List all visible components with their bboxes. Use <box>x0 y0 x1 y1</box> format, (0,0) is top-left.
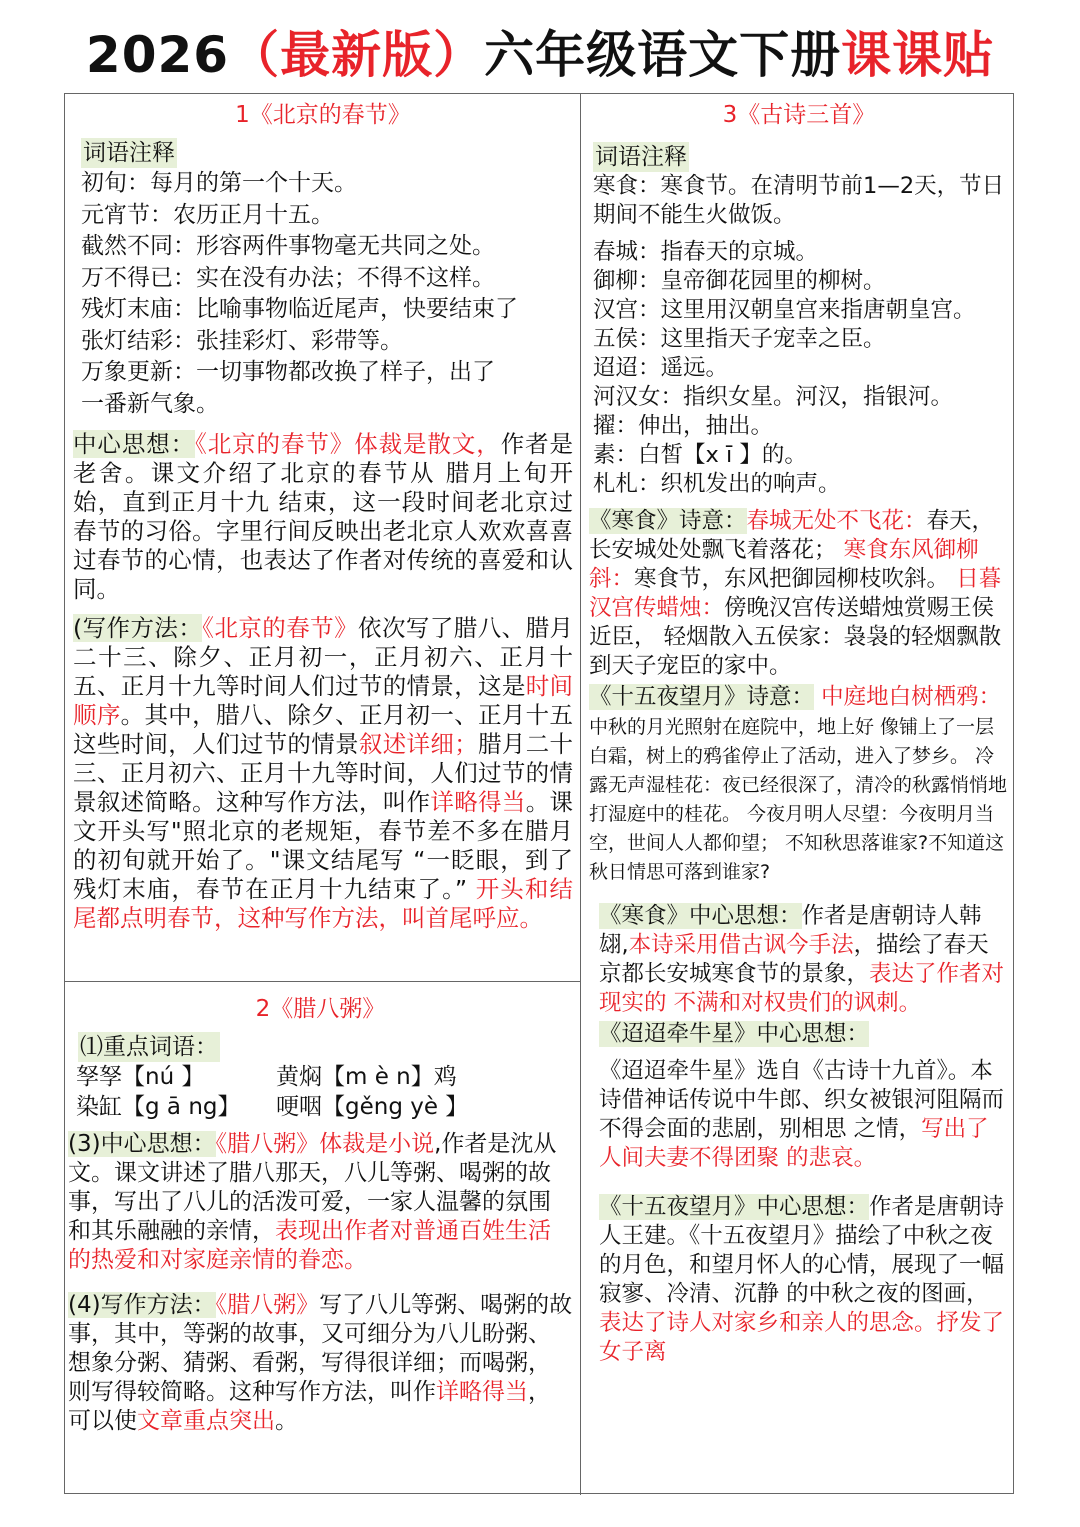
method-text: 腊月二十三、正月初六、正月十九等时间，人们过节的情景叙述简略。这种写作方法，叫作 <box>73 730 574 816</box>
shiwu-meaning-label: 《十五夜望月》诗意： <box>589 684 815 710</box>
title-suffix: 课课贴 <box>841 26 995 84</box>
method-text: 。其中，腊八、除夕、正月初一、正月十五这些时间，人们过节的情景 <box>73 701 574 758</box>
vocab-item: 汉宫：这里用汉朝皇宫来指唐朝皇宫。 <box>593 297 976 323</box>
title-main: 六年级语文下册 <box>484 26 842 84</box>
hanshi-meaning <box>589 507 1009 681</box>
pronunciation-grid <box>76 1062 573 1122</box>
lesson-2-title: 2《腊八粥》 <box>255 996 386 1022</box>
method-highlight: 叙述详细； <box>358 730 478 758</box>
lesson-3-vocab-label: 词语注释 <box>595 144 687 170</box>
key-words-label: ⑴重点词语： <box>80 1034 218 1060</box>
lesson-1-method <box>73 614 573 933</box>
poem-meaning: 春天，长安城处处飘飞着落花； <box>589 508 995 563</box>
hanshi-meaning-label: 《寒食》诗意： <box>589 508 747 534</box>
vocab-item: 素：白皙【x ī 】的。 <box>593 442 807 468</box>
lesson-3-cell <box>589 98 1009 1367</box>
poem-line: 日暮汉宫传蜡烛： <box>589 566 1002 621</box>
vocab-item: 万不得已：实在没有办法；不得不这样。 <box>81 264 495 291</box>
method-highlight: 《腊八粥》 <box>215 1292 320 1318</box>
vocab-item: 一番新气象。 <box>81 390 219 417</box>
title-year: 2026 <box>85 26 230 84</box>
poem-meaning: 寒食节，东风把御园柳枝吹斜。 <box>634 566 950 592</box>
poem-line: 寒食东风御柳斜： <box>589 537 979 592</box>
tiaotiao-theme-label: 《迢迢牵牛星》中心思想： <box>599 1021 870 1047</box>
theme-label: 中心思想： <box>73 430 196 458</box>
pron-item: 染缸【g ā ng】 <box>76 1094 241 1120</box>
vocab-item: 截然不同：形容两件事物毫无共同之处。 <box>81 233 495 259</box>
hanshi-theme <box>599 902 1009 1018</box>
vocab-item: 札札：织机发出的响声。 <box>593 471 841 497</box>
vocab-item: 初旬：每月的第一个十天。 <box>81 170 357 196</box>
lesson-1-theme <box>73 430 573 604</box>
vocab-item: 擢：伸出，抽出。 <box>593 413 774 439</box>
method-highlight: 详略得当 <box>430 788 526 816</box>
method-text: 依次写了腊八、腊月二十三、除夕、正月初一，正月初六、正月十五、正月十九等时间人们过节的情景，这是 <box>73 614 574 700</box>
shiwu-theme-label: 《十五夜望月》中心思想： <box>599 1194 870 1220</box>
pron-item: 哽咽【gěng yè 】 <box>276 1094 469 1120</box>
theme-highlight: 表达了诗人对家乡和亲人的思念。抒发了女子离 <box>599 1310 1005 1365</box>
vocab-item: 河汉女：指织女星。河汉，指银河。 <box>593 384 954 410</box>
theme-text: 作者是唐朝诗人韩翃, <box>599 903 982 958</box>
page-title <box>0 22 1080 88</box>
column-divider <box>580 94 581 1495</box>
poem-line: 春城无处不飞花： <box>746 508 927 534</box>
poem-line: 中庭地白树栖鸦： <box>821 684 1002 710</box>
method-highlight: 开头和结尾都点明春节，这种写作方法，叫首尾呼应。 <box>73 875 574 932</box>
method-text: 。 <box>275 1408 298 1434</box>
shiwu-theme <box>599 1193 1009 1367</box>
vocab-item: 万象更新：一切事物都改换了样子，出了 <box>81 359 495 385</box>
pron-item: 孥孥【nú 】 <box>76 1064 205 1090</box>
shiwu-meaning <box>589 683 1009 886</box>
vocab-item: 迢迢：遥远。 <box>593 355 729 381</box>
tiaotiao-theme <box>599 1020 1009 1173</box>
lesson-2-method <box>68 1291 573 1436</box>
theme-genre: 《北京的春节》体裁是散文， <box>195 430 501 458</box>
method-text: 。课文开头写"照北京的老规矩，春节差不多在腊月的初旬就开始了。"课文结尾写 “一眨眼，到了残灯末庙，春节在正月十九结束了。” <box>73 788 574 903</box>
vocab-item: 张灯结彩：张挂彩灯、彩带等。 <box>81 327 403 354</box>
vocab-item: 残灯末庙：比喻事物临近尾声，快要结束了 <box>81 296 518 322</box>
theme-text: 作者是老舍。课文介绍了北京的春节从 腊月上旬开始，直到正月十九 结束，这一段时间老北京过春节的习俗。字里行间反映出老北京人欢欢喜喜过春节的心情，也表达了作者对传统的喜爱和认同。 <box>73 430 574 603</box>
theme-text: ,作者是沈从文。课文讲述了腊八那天，八儿等粥、喝粥的故事，写出了八儿的活泼可爱，一家人温馨的氛围和其乐融融的亲情， <box>68 1131 557 1244</box>
lesson-1-title: 1《北京的春节》 <box>235 102 411 128</box>
lesson-1-vocab-label: 词语注释 <box>83 140 175 166</box>
method-label: (写作方法： <box>73 614 203 642</box>
poem-meaning: 中秋的月光照射在庭院中，地上好 像铺上了一层白霜，树上的鸦雀停止了活动，进入了梦乡。 冷露无声湿桂花：夜已经很深了，清冷的秋露悄悄地 打湿庭中的桂花。 今夜月明人尽望：今夜明月当空，世间人人都仰望； 不知秋思落谁家?不知道这秋日情思可落到谁家? <box>589 716 1008 883</box>
theme-highlight: 本诗采用借古讽今手法 <box>628 932 854 958</box>
method-text: ，可以使 <box>68 1379 551 1434</box>
theme-text: 作者是唐朝诗人王建。《十五夜望月》描绘了中秋之夜的月色，和望月怀人的心情，展现了一幅寂寥、冷清、沉静 的中秋之夜的图画， <box>599 1194 1005 1307</box>
vocab-item: 春城：指春天的京城。 <box>593 239 819 265</box>
poem-meaning: 傍晚汉宫传送蜡烛赏赐王侯近臣， 轻烟散入五侯家：袅袅的轻烟飘散到天子宠臣的家中。 <box>589 595 1002 679</box>
pron-item: 黄焖【m è n】鸡 <box>276 1064 457 1090</box>
method-text: 写了八儿等粥、喝粥的故事，其中，等粥的故事，又可细分为八儿盼粥、想象分粥、猜粥、看粥，写得很详细；而喝粥，则写得较简略。这种写作方法，叫作 <box>68 1292 573 1405</box>
lesson-2-cell <box>68 992 573 1436</box>
vocab-item: 元宵节：农历正月十五。 <box>81 201 334 228</box>
theme-text: ，描绘了春天京都长安城寒食节的景象， <box>599 932 989 987</box>
theme-highlight: 写出了人间夫妻不得团聚 的悲哀。 <box>599 1116 989 1171</box>
lesson-1-cell <box>73 98 573 933</box>
method-highlight: 文章重点突出 <box>137 1408 275 1434</box>
method-label: (4)写作方法： <box>68 1292 216 1318</box>
lesson-3-title: 3《古诗三首》 <box>722 102 876 128</box>
title-edition: （最新版） <box>229 26 485 84</box>
theme-genre: 《腊八粥》体裁是小说 <box>215 1131 435 1157</box>
notes-sheet <box>64 93 1014 1494</box>
method-highlight: 时间顺序 <box>73 672 574 729</box>
vocab-item: 御柳：皇帝御花园里的柳树。 <box>593 268 886 294</box>
vocab-item: 寒食：寒食节。在清明节前1—2天，节日期间不能生火做饭。 <box>593 173 1005 228</box>
row-divider <box>65 981 581 982</box>
theme-highlight: 表现出作者对普通百姓生活的热爱和对家庭亲情的眷恋。 <box>68 1218 551 1273</box>
method-highlight: 《北京的春节》 <box>202 614 359 642</box>
lesson-2-theme <box>68 1130 573 1275</box>
theme-label: (3)中心思想： <box>68 1131 216 1157</box>
vocab-item: 五侯：这里指天子宠幸之臣。 <box>593 326 886 352</box>
theme-highlight: 表达了作者对现实的 不满和对权贵们的讽刺。 <box>599 961 1005 1016</box>
hanshi-theme-label: 《寒食》中心思想： <box>599 903 802 929</box>
method-highlight: 详略得当 <box>436 1379 528 1405</box>
theme-text: 《迢迢牵牛星》选自《古诗十九首》。本诗借神话传说中牛郎、织女被银河阻隔而不得会面的悲剧，别相思 之情， <box>599 1058 1005 1142</box>
